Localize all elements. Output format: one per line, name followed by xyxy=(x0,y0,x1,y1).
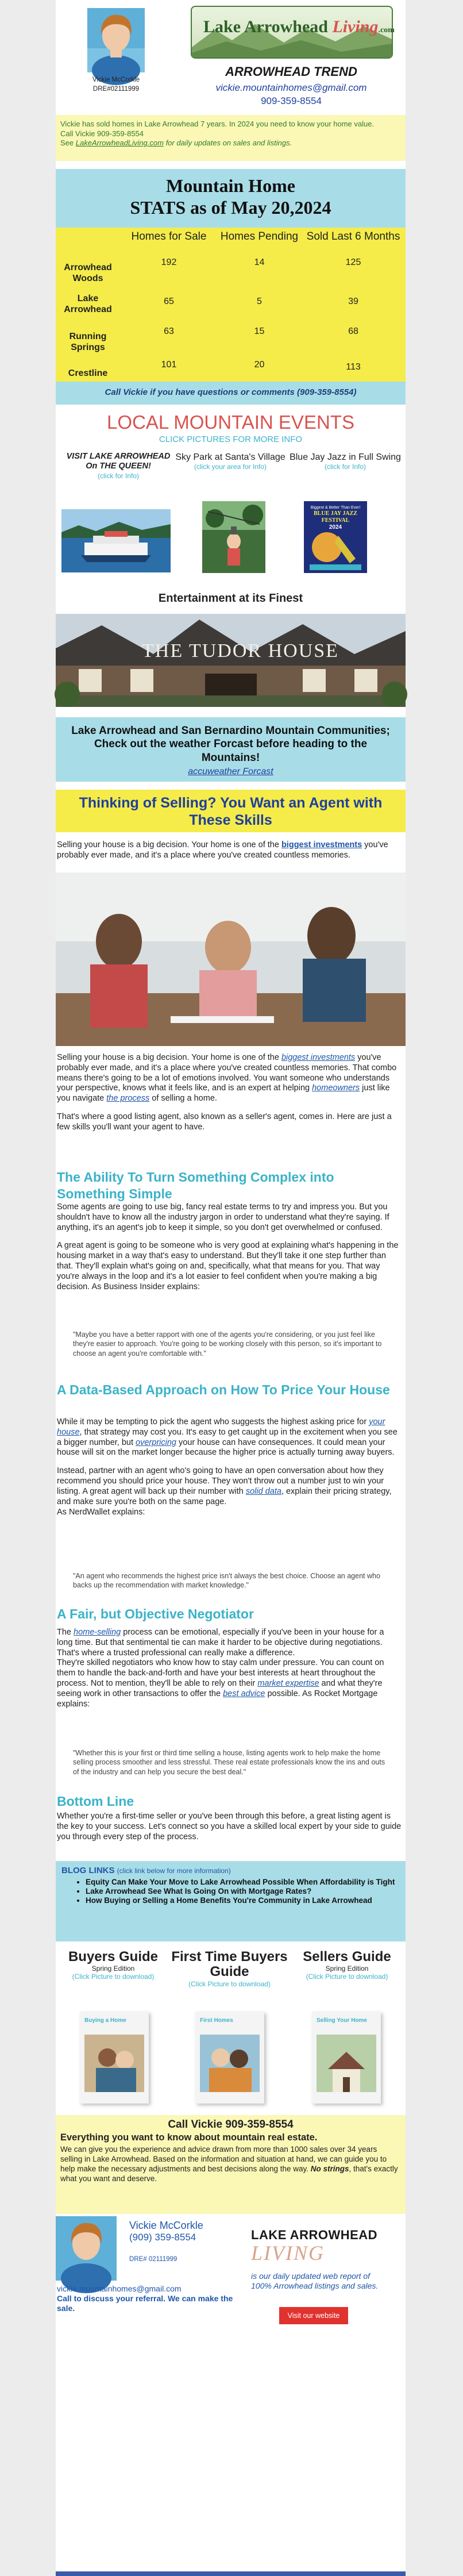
article-paragraph: That's where a good listing agent, also known as a seller's agent, comes in. Here are just a few skills you'll want your agent to have. xyxy=(57,1112,392,1132)
blog-links xyxy=(86,1878,400,1906)
blog-link[interactable]: • How Buying or Selling a Home Benefits You're Community in Lake Arrowhead xyxy=(86,1896,400,1905)
col-header-pending: Homes Pending xyxy=(220,230,299,243)
footer-box xyxy=(56,2115,406,2214)
cover-title: Buying a Home xyxy=(84,2017,126,2024)
footer-body: We can give you the experience and advice drawn from more than 1000 sales over 34 years selling in Lake Arrowhead. Based on the information and situation at hand, we can guide you to help make the necessary adjustments and best decisions along the way. No strings, that's exactly what you want and deserve. xyxy=(60,2145,398,2183)
quote-rocket-mortgage: "Whether this is your first or third time selling a house, listing agents work to help make the home selling process smoother and less stressful. These real estate professionals know the ins and outs of the industry and can help you secure the best deal." xyxy=(73,1749,385,1776)
signature-dre: DRE# 02111999 xyxy=(129,2256,178,2263)
event-queen[interactable] xyxy=(64,452,173,480)
article-paragraph: Selling your house is a big decision. Your home is one of the biggest investments you've probably ever made, and it's a place where you've created countless memories. That combo means there's going to be a lot of emotions involved. You want someone who understands your perspective, knows what it feels like, and is an expert at helping homeowners just like you navigate the process of selling a home. xyxy=(57,1053,397,1104)
agent-dre: DRE#02111999 xyxy=(92,85,140,93)
site-logo[interactable] xyxy=(191,6,393,59)
cover-title: Selling Your Home xyxy=(317,2017,367,2024)
heading-data: A Data-Based Approach on How To Price Your House xyxy=(57,1382,390,1397)
signature-contact xyxy=(129,2220,233,2263)
agent-name: Vickie McCorkle xyxy=(92,76,140,83)
signature-details xyxy=(57,2284,235,2313)
guide-sub: (Click Picture to download) xyxy=(188,1979,271,1988)
newsletter-column xyxy=(56,0,406,2576)
article-paragraph: A great agent is going to be someone who is very good at explaining what's happening in the housing market in a way that's easy to understand. But they'll take it one step further than that. They'll explain what's going on and, specifically, what that means for you. That way you're always in the loop and it's a lot easier to feel confident when you're making a big decision. As Business Insider explains: xyxy=(57,1241,399,1291)
agent-photo xyxy=(87,8,145,72)
event-title: Blue Jay Jazz in Full Swing xyxy=(290,452,401,462)
visit-website-button[interactable]: Visit our website xyxy=(279,2307,348,2324)
article-paragraph: While it may be tempting to pick the agent who suggests the highest asking price for your house, that strategy may cost you. It's easy to get caught up in the excitement when you see a bigger number, but overpricing your house can have consequences. It could mean your house will sit on the market longer because the higher price is actually turning away buyers. xyxy=(57,1417,398,1458)
article-paragraph: Instead, partner with an agent who's going to have an open conversation about how they recommend you should price your house. They won't throw out a number just to win your listing. A great agent will back up their number with solid data, explain their pricing strategy, and make sure you're both on the same page. As NerdWallet explains: xyxy=(57,1466,392,1517)
col-header-for-sale: Homes for Sale xyxy=(131,230,207,243)
signature-call-line: Call to discuss your referral. We can make the sale. xyxy=(57,2293,233,2313)
trend-title: ARROWHEAD TREND xyxy=(225,64,357,79)
poster-line-2: BLUE JAY JAZZ FESTIVAL xyxy=(314,510,357,524)
guide-edition: Spring Edition xyxy=(91,1964,135,1973)
logo-text-com: .com xyxy=(378,26,395,34)
stats-title-box xyxy=(56,169,406,228)
section-data xyxy=(57,1417,402,1517)
process-link[interactable]: the process xyxy=(106,1094,150,1104)
signature-photo xyxy=(56,2216,117,2281)
signature-logo-line-2: LIVING xyxy=(251,2241,325,2264)
guide-title: Buyers Guide xyxy=(68,1949,159,1964)
area-name: Crestline xyxy=(68,368,108,378)
guide-sub: (Click Picture to download) xyxy=(72,1973,155,1981)
article-paragraph: The home-selling process can be emotional, especially if you've been in your house for a long time. But that sentimental tie can make it harder to be objective during negotiations. That's where a trusted professional can really make a difference. They're skilled negotiators who know how to stay calm under pressure. You can count on them to handle the back-and-forth and have your best interests at heart throughout the process. Not to mention, they'll be able to rely on their market expertise and what they're seeing work in other transactions to offer the best advice possible. As Rocket Mortgage explains: xyxy=(57,1628,384,1709)
events-subtitle: CLICK PICTURES FOR MORE INFO xyxy=(159,435,303,444)
intro-line-3: See LakeArrowheadLiving.com for daily updates on sales and listings. xyxy=(60,139,292,148)
market-expertise-link[interactable]: market expertise xyxy=(257,1679,319,1689)
pending-value: 14 xyxy=(254,257,265,267)
tudor-house-image[interactable] xyxy=(56,614,406,707)
pending-value: 15 xyxy=(254,326,265,336)
bottom-line-text: Whether you're a first-time seller or you've been through this before, a great listing agent is the key to your success. Let's connect so you have a skilled local expert by your side to guide you through every step of the process. xyxy=(57,1812,402,1841)
guide-sub: (Click Picture to download) xyxy=(306,1973,388,1981)
quote-nerdwallet: "An agent who recommends the highest price isn't always the best choice. Choose an agent who backs up the recommendation with market knowledge." xyxy=(73,1572,380,1590)
blog-box xyxy=(56,1861,406,1941)
signature-name: Vickie McCorkle xyxy=(129,2220,203,2231)
col-header-sold: Sold Last 6 Months xyxy=(306,230,400,243)
signature-phone[interactable]: (909) 359-8554 xyxy=(129,2232,196,2243)
stats-row xyxy=(56,257,406,289)
intro-line-1: Vickie has sold homes in Lake Arrowhead 7 years. In 2024 you need to know your home value. xyxy=(60,120,375,128)
events-title: LOCAL MOUNTAIN EVENTS xyxy=(107,412,354,433)
heading-simple: The Ability To Turn Something Complex into Something Simple xyxy=(57,1170,334,1201)
signature-logo-line-1: LAKE ARROWHEAD xyxy=(251,2228,378,2242)
footer-call-line[interactable]: Call Vickie 909-359-8554 xyxy=(168,2119,294,2131)
home-selling-link[interactable]: home-selling xyxy=(74,1628,121,1637)
stats-table xyxy=(56,228,406,382)
sold-value: 39 xyxy=(348,297,358,306)
sold-value: 68 xyxy=(348,326,358,336)
heading-fair: A Fair, but Objective Negotiator xyxy=(57,1606,254,1621)
stats-row xyxy=(56,293,406,324)
event-sky-park-image[interactable] xyxy=(202,501,265,573)
poster-line-1: Biggest & Better Than Ever! xyxy=(310,506,361,510)
entertainment-title: Entertainment at its Finest xyxy=(158,592,303,605)
area-name: Arrowhead Woods xyxy=(64,263,112,284)
guide-first-time[interactable] xyxy=(171,1950,288,1988)
couple-meeting-photo xyxy=(56,872,406,1046)
blog-title: BLOG LINKS (click link below for more information) xyxy=(61,1866,231,1875)
event-title: VISIT LAKE ARROWHEAD On THE QUEEN! xyxy=(66,452,171,471)
footer-headline: Everything you want to know about mountain real estate. xyxy=(60,2132,318,2143)
for-sale-value: 65 xyxy=(164,297,174,306)
intro-line-2: Call Vickie 909-359-8554 xyxy=(60,129,144,138)
solid-data-link[interactable]: solid data xyxy=(245,1486,281,1496)
blog-link[interactable]: • Equity Can Make Your Move to Lake Arrowhead Possible When Affordability is Tight xyxy=(86,1878,400,1887)
weather-text: Lake Arrowhead and San Bernardino Mountain Communities; Check out the weather Forcast before heading to the Mountains! xyxy=(71,725,390,764)
homeowners-link[interactable]: homeowners xyxy=(312,1083,360,1093)
best-advice-link[interactable]: best advice xyxy=(223,1689,265,1698)
stats-row xyxy=(56,360,406,382)
header-email[interactable]: vickie.mountainhomes@gmail.com xyxy=(215,82,367,93)
stats-row xyxy=(56,326,406,357)
area-name: Running Springs xyxy=(69,332,107,353)
event-sub: (click your area for Info) xyxy=(194,463,267,471)
site-link[interactable]: LakeArrowheadLiving.com xyxy=(75,139,164,148)
investments-link-2[interactable]: biggest investments xyxy=(281,1053,356,1062)
weather-link[interactable]: accuweather Forcast xyxy=(188,767,273,777)
overpricing-link[interactable]: overpricing xyxy=(136,1437,176,1447)
first-time-guide-cover[interactable] xyxy=(195,2012,264,2104)
intro-box xyxy=(56,115,406,161)
for-sale-value: 192 xyxy=(161,257,177,267)
weather-box xyxy=(56,717,406,782)
for-sale-value: 101 xyxy=(161,360,177,370)
for-sale-value: 63 xyxy=(164,326,174,336)
poster-line-3: 2024 xyxy=(329,524,342,531)
event-title: Sky Park at Santa's Village xyxy=(175,452,285,462)
event-sub: (click for Info) xyxy=(324,463,366,471)
stats-title-line-1: Mountain Home xyxy=(166,175,295,196)
guide-title: Sellers Guide xyxy=(303,1949,391,1964)
blog-link[interactable]: • Lake Arrowhead See What Is Going On with Mortgage Rates? xyxy=(86,1887,400,1896)
heading-bottom-line: Bottom Line xyxy=(57,1794,134,1809)
selling-intro: Selling your house is a big decision. Your home is one of the biggest investments you've probably ever made, and it's a place where you've created countless memories. xyxy=(57,840,388,860)
header-phone[interactable]: 909-359-8554 xyxy=(261,95,322,106)
event-sub: (click for Info) xyxy=(97,471,139,480)
sold-value: 113 xyxy=(346,362,361,372)
event-queen-image[interactable] xyxy=(61,509,171,572)
sold-value: 125 xyxy=(345,257,361,267)
signature-logo[interactable] xyxy=(251,2228,400,2263)
logo-text-lake: Lake Arrowhead xyxy=(203,17,328,36)
event-jazz[interactable] xyxy=(288,452,403,471)
pending-value: 20 xyxy=(254,360,265,370)
investments-link[interactable]: biggest investments xyxy=(281,840,362,849)
section-simple xyxy=(57,1202,402,1301)
your-house-link[interactable]: your house xyxy=(57,1417,385,1437)
quote-business-insider: "Maybe you have a better rapport with one of the agents you're considering, or you just feel like they're easier to approach. You're going to be working closely with this person, so it's important to choose an agent you're comfortable with." xyxy=(73,1331,382,1358)
signature-tagline: is our daily updated web report of 100% Arrowhead listings and sales. xyxy=(251,2271,379,2290)
section-fair xyxy=(57,1628,402,1710)
selling-title: Thinking of Selling? You Want an Agent with These Skills xyxy=(56,790,406,832)
selling-article xyxy=(57,1053,402,1141)
cover-title: First Homes xyxy=(200,2017,233,2024)
event-jazz-poster[interactable] xyxy=(304,501,367,573)
sellers-guide-cover[interactable] xyxy=(312,2012,381,2104)
footer-bar xyxy=(56,2571,406,2576)
event-sky-park[interactable] xyxy=(173,452,288,471)
stats-call-bar: Call Vickie if you have questions or comments (909-359-8554) xyxy=(56,382,406,405)
guide-buyers[interactable] xyxy=(56,1950,171,1981)
agent-caption xyxy=(67,76,165,94)
buyers-guide-cover[interactable] xyxy=(80,2012,149,2104)
signature-email[interactable]: vickie.mountainhomes@gmail.com xyxy=(57,2284,182,2293)
pending-value: 5 xyxy=(257,297,262,306)
tudor-sign: THE TUDOR HOUSE xyxy=(142,640,339,662)
logo-text-living: Living xyxy=(332,17,379,36)
guide-sellers[interactable] xyxy=(288,1950,406,1981)
area-name: Lake Arrowhead xyxy=(64,294,112,315)
stats-title-line-2: STATS as of May 20,2024 xyxy=(130,197,331,218)
article-paragraph: Some agents are going to use big, fancy real estate terms to try and impress you. But you shouldn't have to know all the industry jargon in order to understand what they're saying. If anything, it's an agent's job to keep it simple, so you don't get overwhelmed or confused. xyxy=(57,1202,389,1232)
guide-edition: Spring Edition xyxy=(325,1964,369,1973)
guide-title: First Time Buyers Guide xyxy=(171,1949,288,1980)
